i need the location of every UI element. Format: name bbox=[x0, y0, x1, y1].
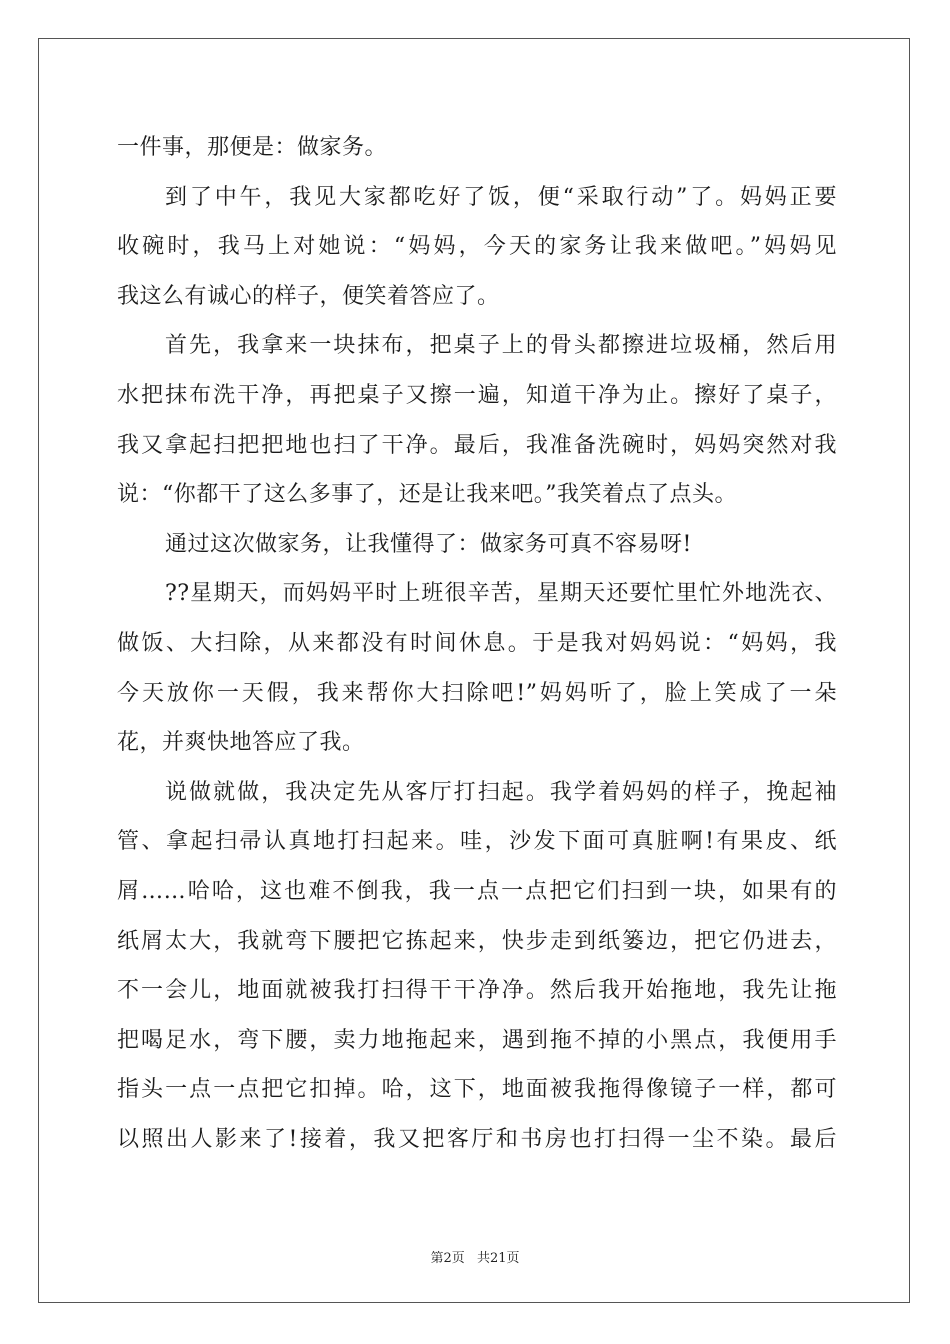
text-line: 指头一点一点把它扣掉。哈，这下，地面被我拖得像镜子一样，都可 bbox=[117, 1077, 837, 1103]
total-pages-label: 共21页 bbox=[476, 1251, 520, 1266]
text-line: 到了中午，我见大家都吃好了饭，便“采取行动”了。妈妈正要 bbox=[165, 184, 837, 210]
text-line: 说：“你都干了这么多事了，还是让我来吧。”我笑着点了点头。 bbox=[117, 482, 737, 508]
text-line: 说做就做，我决定先从客厅打扫起。我学着妈妈的样子，挽起袖 bbox=[165, 779, 837, 805]
text-line: 做饭、大扫除，从来都没有时间休息。于是我对妈妈说：“妈妈，我 bbox=[117, 630, 837, 656]
text-line: 屑……哈哈，这也难不倒我，我一点一点把它们扫到一块，如果有的 bbox=[117, 878, 837, 904]
text-line: ??星期天，而妈妈平时上班很辛苦，星期天还要忙里忙外地洗衣、 bbox=[165, 581, 837, 607]
text-line: 首先，我拿来一块抹布，把桌子上的骨头都擦进垃圾桶，然后用 bbox=[165, 333, 837, 359]
text-line: 我这么有诚心的样子，便笑着答应了。 bbox=[117, 283, 500, 309]
text-line: 水把抹布洗干净，再把桌子又擦一遍，知道干净为止。擦好了桌子， bbox=[117, 382, 837, 408]
page-footer bbox=[0, 1247, 950, 1266]
text-line: 通过这次做家务，让我懂得了：做家务可真不容易呀! bbox=[165, 531, 692, 557]
document-body bbox=[117, 123, 837, 1164]
text-line: 纸屑太大，我就弯下腰把它拣起来，快步走到纸篓边，把它仍进去， bbox=[117, 928, 837, 954]
text-line: 今天放你一天假，我来帮你大扫除吧!”妈妈听了，脸上笑成了一朵 bbox=[117, 680, 837, 706]
text-line: 不一会儿，地面就被我打扫得干干净净。然后我开始拖地，我先让拖 bbox=[117, 978, 837, 1004]
text-line: 我又拿起扫把把地也扫了干净。最后，我准备洗碗时，妈妈突然对我 bbox=[117, 432, 837, 458]
text-line: 管、拿起扫帚认真地打扫起来。哇，沙发下面可真脏啊!有果皮、纸 bbox=[117, 829, 837, 855]
text-line: 以照出人影来了!接着，我又把客厅和书房也打扫得一尘不染。最后 bbox=[117, 1126, 837, 1152]
text-line: 一件事，那便是：做家务。 bbox=[117, 135, 388, 160]
text-line: 把喝足水，弯下腰，卖力地拖起来，遇到拖不掉的小黑点，我便用手 bbox=[117, 1027, 837, 1053]
text-line: 收碗时，我马上对她说：“妈妈，今天的家务让我来做吧。”妈妈见 bbox=[117, 234, 837, 260]
text-line: 花，并爽快地答应了我。 bbox=[117, 730, 365, 756]
current-page-label: 第2页 bbox=[430, 1251, 465, 1266]
